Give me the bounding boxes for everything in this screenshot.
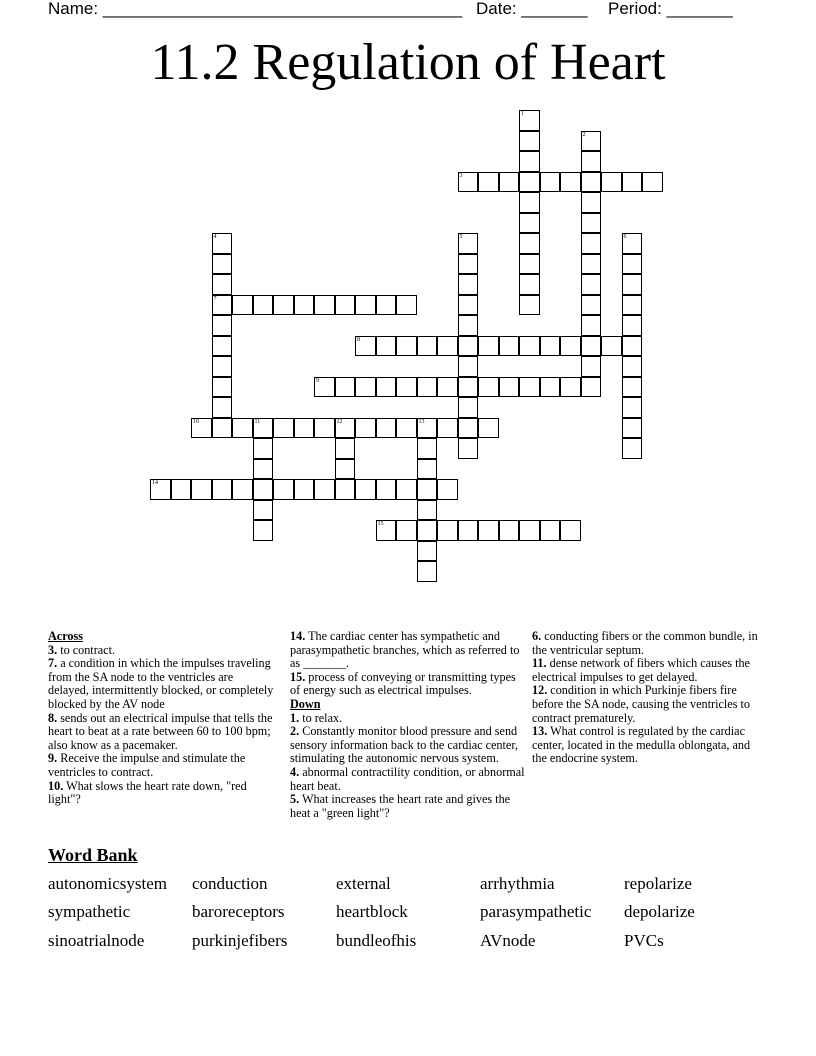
crossword-cell[interactable]: [581, 336, 602, 357]
clues-column-3: [532, 630, 768, 766]
crossword-cell[interactable]: [417, 438, 438, 459]
crossword-cell[interactable]: [417, 561, 438, 582]
crossword-cell[interactable]: [458, 172, 479, 193]
crossword-cell[interactable]: [478, 172, 499, 193]
crossword-cell[interactable]: [335, 479, 356, 500]
crossword-cell[interactable]: [376, 418, 397, 439]
crossword-cell[interactable]: [253, 418, 274, 439]
crossword-cell[interactable]: [622, 356, 643, 377]
crossword-cell[interactable]: [581, 172, 602, 193]
crossword-cell[interactable]: [253, 459, 274, 480]
crossword-cell[interactable]: [560, 377, 581, 398]
crossword-cell[interactable]: [581, 233, 602, 254]
crossword-cell[interactable]: [212, 315, 233, 336]
crossword-cell[interactable]: [519, 213, 540, 234]
crossword-cell[interactable]: [519, 295, 540, 316]
crossword-cell[interactable]: [458, 418, 479, 439]
across-clue-8: [48, 712, 276, 753]
crossword-cell[interactable]: [355, 479, 376, 500]
crossword-cell[interactable]: [437, 479, 458, 500]
clue-number-label: 13: [418, 418, 425, 425]
crossword-cell[interactable]: [519, 377, 540, 398]
down-clue-12: [532, 684, 768, 725]
clue-number-label: 14: [152, 480, 158, 486]
clue-number-label: 5: [459, 234, 463, 240]
word-bank-item: bundleofhis: [336, 931, 417, 950]
crossword-cell[interactable]: [253, 500, 274, 521]
clue-number: 12.: [532, 683, 548, 698]
crossword-cell[interactable]: [519, 131, 540, 152]
name-field-label: Name: ______________________________________: [48, 0, 463, 18]
crossword-cell[interactable]: [581, 151, 602, 172]
crossword-cell[interactable]: [253, 438, 274, 459]
word-bank-item: sinoatrialnode: [48, 931, 145, 950]
crossword-cell[interactable]: [622, 295, 643, 316]
crossword-cell[interactable]: [437, 336, 458, 357]
crossword-cell[interactable]: [355, 377, 376, 398]
crossword-cell[interactable]: [396, 377, 417, 398]
clue-number-label: 12: [336, 418, 343, 425]
clue-text: conducting fibers or the common bundle, in the ventricular septum.: [532, 629, 758, 657]
crossword-cell[interactable]: [622, 377, 643, 398]
crossword-cell[interactable]: [622, 438, 643, 459]
crossword-cell[interactable]: [212, 377, 233, 398]
crossword-cell[interactable]: [376, 479, 397, 500]
crossword-cell[interactable]: [581, 213, 602, 234]
clue-number: 2.: [290, 724, 300, 739]
crossword-cell[interactable]: [581, 254, 602, 275]
clue-number-label: 6: [623, 234, 627, 240]
crossword-cell[interactable]: [376, 377, 397, 398]
crossword-cell[interactable]: [540, 377, 561, 398]
crossword-cell[interactable]: [478, 418, 499, 439]
clue-number-label: 7: [213, 295, 217, 302]
clue-text: abnormal contractility condition, or abnormal heart beat.: [290, 764, 525, 793]
crossword-cell[interactable]: [232, 479, 253, 500]
clue-number-label: 3: [459, 172, 463, 179]
clue-number-label: 9: [316, 377, 319, 384]
across-clue-10: [48, 780, 276, 807]
crossword-cell[interactable]: [376, 295, 397, 316]
crossword-cell[interactable]: [417, 520, 438, 541]
across-clue-7: [48, 657, 276, 711]
down-clue-11: [532, 657, 768, 684]
crossword-cell[interactable]: [581, 356, 602, 377]
down-heading: Down: [290, 696, 321, 711]
crossword-cell[interactable]: [314, 479, 335, 500]
clue-number: 7.: [48, 656, 58, 671]
across-clue-3: [48, 644, 276, 658]
crossword-cell[interactable]: [212, 274, 233, 295]
clue-number-label: 1: [521, 111, 524, 117]
clue-number: 9.: [48, 751, 58, 766]
crossword-cell[interactable]: [622, 418, 643, 439]
word-bank-item: autonomicsystem: [48, 874, 167, 893]
crossword-cell[interactable]: [314, 418, 335, 439]
word-bank-item: AVnode: [480, 931, 536, 950]
crossword-cell[interactable]: [335, 418, 356, 439]
crossword-cell[interactable]: [458, 336, 479, 357]
across-heading: Across: [48, 629, 83, 643]
clue-number-label: 8: [357, 336, 360, 343]
crossword-cell[interactable]: [396, 418, 417, 439]
clue-number-label: 11: [254, 418, 261, 425]
down-clue-2: [290, 725, 526, 766]
crossword-cell[interactable]: [458, 397, 479, 418]
clue-number: 10.: [48, 778, 64, 793]
crossword-cell[interactable]: [417, 541, 438, 562]
word-bank-item: conduction: [192, 874, 268, 893]
clue-number: 15.: [290, 669, 306, 684]
crossword-cell[interactable]: [458, 233, 479, 254]
crossword-cell[interactable]: [314, 295, 335, 316]
crossword-cell[interactable]: [642, 172, 663, 193]
crossword-cell[interactable]: [540, 520, 561, 541]
clue-number-label: 15: [377, 521, 384, 527]
clue-text: Constantly monitor blood pressure and send sensory information back to the cardiac center, stimulating the autonomic nervous system.: [290, 724, 518, 766]
crossword-cell[interactable]: [417, 479, 438, 500]
crossword-cell[interactable]: [519, 336, 540, 357]
crossword-cell[interactable]: [540, 336, 561, 357]
crossword-cell[interactable]: [396, 336, 417, 357]
word-bank-item: arrhythmia: [480, 874, 555, 893]
crossword-cell[interactable]: [581, 131, 602, 152]
crossword-cell[interactable]: [519, 110, 540, 131]
crossword-cell[interactable]: [499, 336, 520, 357]
crossword-cell[interactable]: [335, 377, 356, 398]
crossword-cell[interactable]: [273, 479, 294, 500]
clue-number-label: 10: [193, 418, 199, 425]
clue-number: 8.: [48, 710, 58, 725]
down-clue-13: [532, 725, 768, 766]
crossword-cell[interactable]: [478, 520, 499, 541]
clue-text: What control is regulated by the cardiac center, located in the medulla oblongata, and the endocrine system.: [532, 724, 751, 766]
crossword-cell[interactable]: [458, 315, 479, 336]
crossword-cell[interactable]: [519, 233, 540, 254]
crossword-cell[interactable]: [396, 520, 417, 541]
clue-text: Receive the impulse and stimulate the ventricles to contract.: [48, 751, 246, 779]
across-clue-14: [290, 630, 526, 671]
crossword-cell[interactable]: [581, 295, 602, 316]
crossword-cell[interactable]: [622, 397, 643, 418]
clue-number-label: 4: [213, 234, 217, 240]
word-bank-title: Word Bank: [48, 845, 138, 865]
clue-text: a condition in which the impulses traveling from the SA node to the ventricles are delayed, intermittently blocked, or completely blocked by the AV node: [48, 656, 274, 711]
word-bank-item: PVCs: [624, 931, 664, 950]
crossword-cell[interactable]: [396, 479, 417, 500]
date-field-label: Date: _______: [476, 0, 588, 18]
crossword-cell[interactable]: [458, 295, 479, 316]
word-bank-item: purkinjefibers: [192, 931, 288, 950]
clue-number: 5.: [290, 792, 300, 807]
crossword-cell[interactable]: [376, 520, 397, 541]
crossword-cell[interactable]: [335, 438, 356, 459]
crossword-cell[interactable]: [437, 520, 458, 541]
clue-text: What slows the heart rate down, "red light"?: [48, 778, 247, 807]
crossword-cell[interactable]: [417, 336, 438, 357]
crossword-cell[interactable]: [396, 295, 417, 316]
crossword-cell[interactable]: [294, 479, 315, 500]
crossword-cell[interactable]: [519, 151, 540, 172]
crossword-cell[interactable]: [212, 418, 233, 439]
crossword-cell[interactable]: [581, 192, 602, 213]
crossword-cell[interactable]: [478, 377, 499, 398]
crossword-cell[interactable]: [581, 315, 602, 336]
crossword-cell[interactable]: [212, 479, 233, 500]
crossword-cell[interactable]: [355, 295, 376, 316]
crossword-cell[interactable]: [458, 274, 479, 295]
crossword-cell[interactable]: [355, 336, 376, 357]
across-clue-9: [48, 752, 276, 779]
crossword-cell[interactable]: [519, 172, 540, 193]
crossword-cell[interactable]: [253, 295, 274, 316]
clue-number: 14.: [290, 629, 306, 643]
clue-text: process of conveying or transmitting types of energy such as electrical impulses.: [290, 669, 516, 698]
clue-number: 4.: [290, 764, 300, 779]
period-field-label: Period: _______: [608, 0, 733, 18]
clue-number: 1.: [290, 710, 300, 725]
crossword-cell[interactable]: [232, 418, 253, 439]
crossword-cell[interactable]: [581, 274, 602, 295]
crossword-cell[interactable]: [232, 295, 253, 316]
crossword-cell[interactable]: [417, 418, 438, 439]
crossword-cell[interactable]: [335, 459, 356, 480]
crossword-cell[interactable]: [294, 418, 315, 439]
crossword-cell[interactable]: [253, 520, 274, 541]
crossword-cell[interactable]: [417, 377, 438, 398]
crossword-cell[interactable]: [581, 377, 602, 398]
crossword-cell[interactable]: [458, 377, 479, 398]
crossword-cell[interactable]: [437, 418, 458, 439]
crossword-cell[interactable]: [622, 172, 643, 193]
crossword-cell[interactable]: [458, 356, 479, 377]
crossword-cell[interactable]: [499, 520, 520, 541]
crossword-cell[interactable]: [212, 233, 233, 254]
crossword-cell[interactable]: [273, 295, 294, 316]
crossword-cell[interactable]: [212, 295, 233, 316]
crossword-cell[interactable]: [458, 254, 479, 275]
crossword-cell[interactable]: [622, 233, 643, 254]
crossword-cell[interactable]: [273, 418, 294, 439]
word-bank-item: depolarize: [624, 902, 695, 921]
crossword-cell[interactable]: [499, 172, 520, 193]
crossword-cell[interactable]: [150, 479, 171, 500]
down-clue-6: [532, 630, 768, 657]
crossword-cell[interactable]: [417, 459, 438, 480]
clue-text: to contract.: [60, 642, 116, 657]
crossword-cell[interactable]: [212, 336, 233, 357]
crossword-cell[interactable]: [458, 438, 479, 459]
clue-text: The cardiac center has sympathetic and parasympathetic branches, which as referred to as _______.: [290, 629, 520, 671]
crossword-cell[interactable]: [212, 356, 233, 377]
crossword-cell[interactable]: [519, 192, 540, 213]
crossword-cell[interactable]: [622, 315, 643, 336]
clue-number: 11.: [532, 656, 547, 671]
crossword-cell[interactable]: [191, 479, 212, 500]
clue-number-label: 2: [582, 131, 586, 138]
clue-text: What increases the heart rate and gives the heat a "green light"?: [290, 792, 511, 820]
clue-number: 3.: [48, 642, 58, 657]
word-bank-item: baroreceptors: [192, 902, 285, 921]
crossword-cell[interactable]: [171, 479, 192, 500]
crossword-cell[interactable]: [560, 336, 581, 357]
clues-column-1: [48, 630, 276, 807]
word-bank-item: heartblock: [336, 902, 408, 921]
clues-column-2: [290, 630, 526, 820]
down-clue-5: [290, 793, 526, 820]
crossword-cell[interactable]: [478, 336, 499, 357]
page-title: 11.2 Regulation of Heart: [150, 34, 666, 91]
crossword-cell[interactable]: [191, 418, 212, 439]
crossword-cell[interactable]: [335, 295, 356, 316]
crossword-cell[interactable]: [458, 520, 479, 541]
clue-number: 13.: [532, 724, 548, 739]
clue-text: condition in which Purkinje fibers fire before the SA node, causing the ventricles to contract prematurely.: [532, 683, 750, 725]
crossword-cell[interactable]: [560, 520, 581, 541]
crossword-cell[interactable]: [540, 172, 561, 193]
crossword-cell[interactable]: [355, 418, 376, 439]
clue-text: dense network of fibers which causes the electrical impulses to get delayed.: [532, 656, 750, 684]
word-bank-item: repolarize: [624, 874, 692, 893]
crossword-cell[interactable]: [417, 500, 438, 521]
down-clue-1: [290, 712, 526, 726]
crossword-cell[interactable]: [560, 172, 581, 193]
clue-text: to relax.: [302, 710, 343, 725]
word-bank-item: parasympathetic: [480, 902, 592, 921]
word-bank-item: sympathetic: [48, 902, 131, 921]
across-clue-15: [290, 671, 526, 698]
crossword-cell[interactable]: [212, 254, 233, 275]
crossword-cell[interactable]: [622, 274, 643, 295]
word-bank-item: external: [336, 874, 391, 893]
crossword-cell[interactable]: [499, 377, 520, 398]
crossword-cell[interactable]: [212, 397, 233, 418]
clue-text: sends out an electrical impulse that tells the heart to beat at a rate between 60 to 100 bpm; also know as a pacemaker.: [48, 710, 273, 752]
crossword-cell[interactable]: [601, 336, 622, 357]
crossword-cell[interactable]: [314, 377, 335, 398]
crossword-cell[interactable]: [253, 479, 274, 500]
crossword-cell[interactable]: [622, 254, 643, 275]
crossword-cell[interactable]: [601, 172, 622, 193]
crossword-cell[interactable]: [519, 254, 540, 275]
crossword-cell[interactable]: [622, 336, 643, 357]
crossword-cell[interactable]: [519, 274, 540, 295]
crossword-cell[interactable]: [294, 295, 315, 316]
crossword-cell[interactable]: [519, 520, 540, 541]
clue-number: 6.: [532, 629, 542, 643]
crossword-cell[interactable]: [437, 377, 458, 398]
down-clue-4: [290, 766, 526, 793]
crossword-cell[interactable]: [376, 336, 397, 357]
